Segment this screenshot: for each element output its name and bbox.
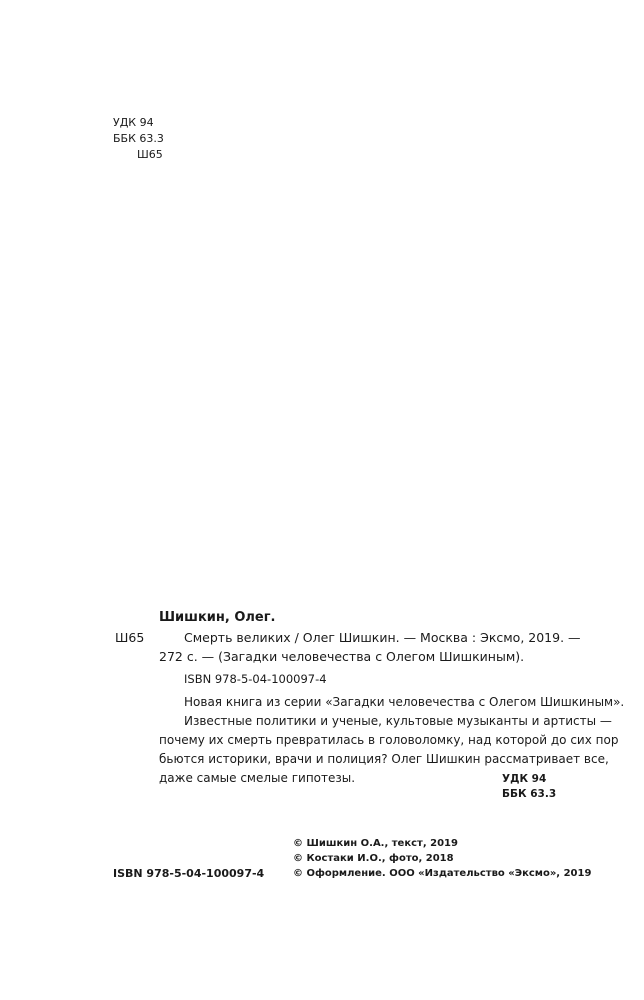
catalog-bbk: ББК 63.3 <box>502 788 557 800</box>
top-bbk: ББК 63.3 <box>113 132 164 145</box>
footer-isbn: ISBN 978-5-04-100097-4 <box>113 867 265 880</box>
catalog-description-line2: 272 с. — (Загадки человечества с Олегом Шишкиным). <box>159 649 525 664</box>
copyright-line: © Шишкин О.А., текст, 2019 <box>293 838 458 849</box>
catalog-author: Шишкин, Олег. <box>159 610 276 625</box>
copyright-line: © Костаки И.О., фото, 2018 <box>293 853 454 864</box>
catalog-author-mark: Ш65 <box>115 630 145 645</box>
annotation-line: даже самые смелые гипотезы. <box>159 771 356 785</box>
annotation-line: почему их смерть превратилась в головоломку, над которой до сих пор <box>159 733 619 747</box>
catalog-description-line1: Смерть великих / Олег Шишкин. — Москва : Эксмо, 2019. — <box>184 630 581 645</box>
top-udk: УДК 94 <box>113 116 154 129</box>
annotation-line: бьются историки, врачи и полиция? Олег Шишкин рассматривает все, <box>159 752 609 766</box>
catalog-udk: УДК 94 <box>502 773 547 785</box>
annotation-line: Новая книга из серии «Загадки человечества с Олегом Шишкиным». <box>184 695 625 709</box>
catalog-isbn: ISBN 978-5-04-100097-4 <box>184 672 327 686</box>
annotation-line: Известные политики и ученые, культовые музыканты и артисты — <box>184 714 612 728</box>
copyright-line: © Оформление. ООО «Издательство «Эксмо», 2019 <box>293 868 592 879</box>
top-author-mark: Ш65 <box>137 148 163 161</box>
